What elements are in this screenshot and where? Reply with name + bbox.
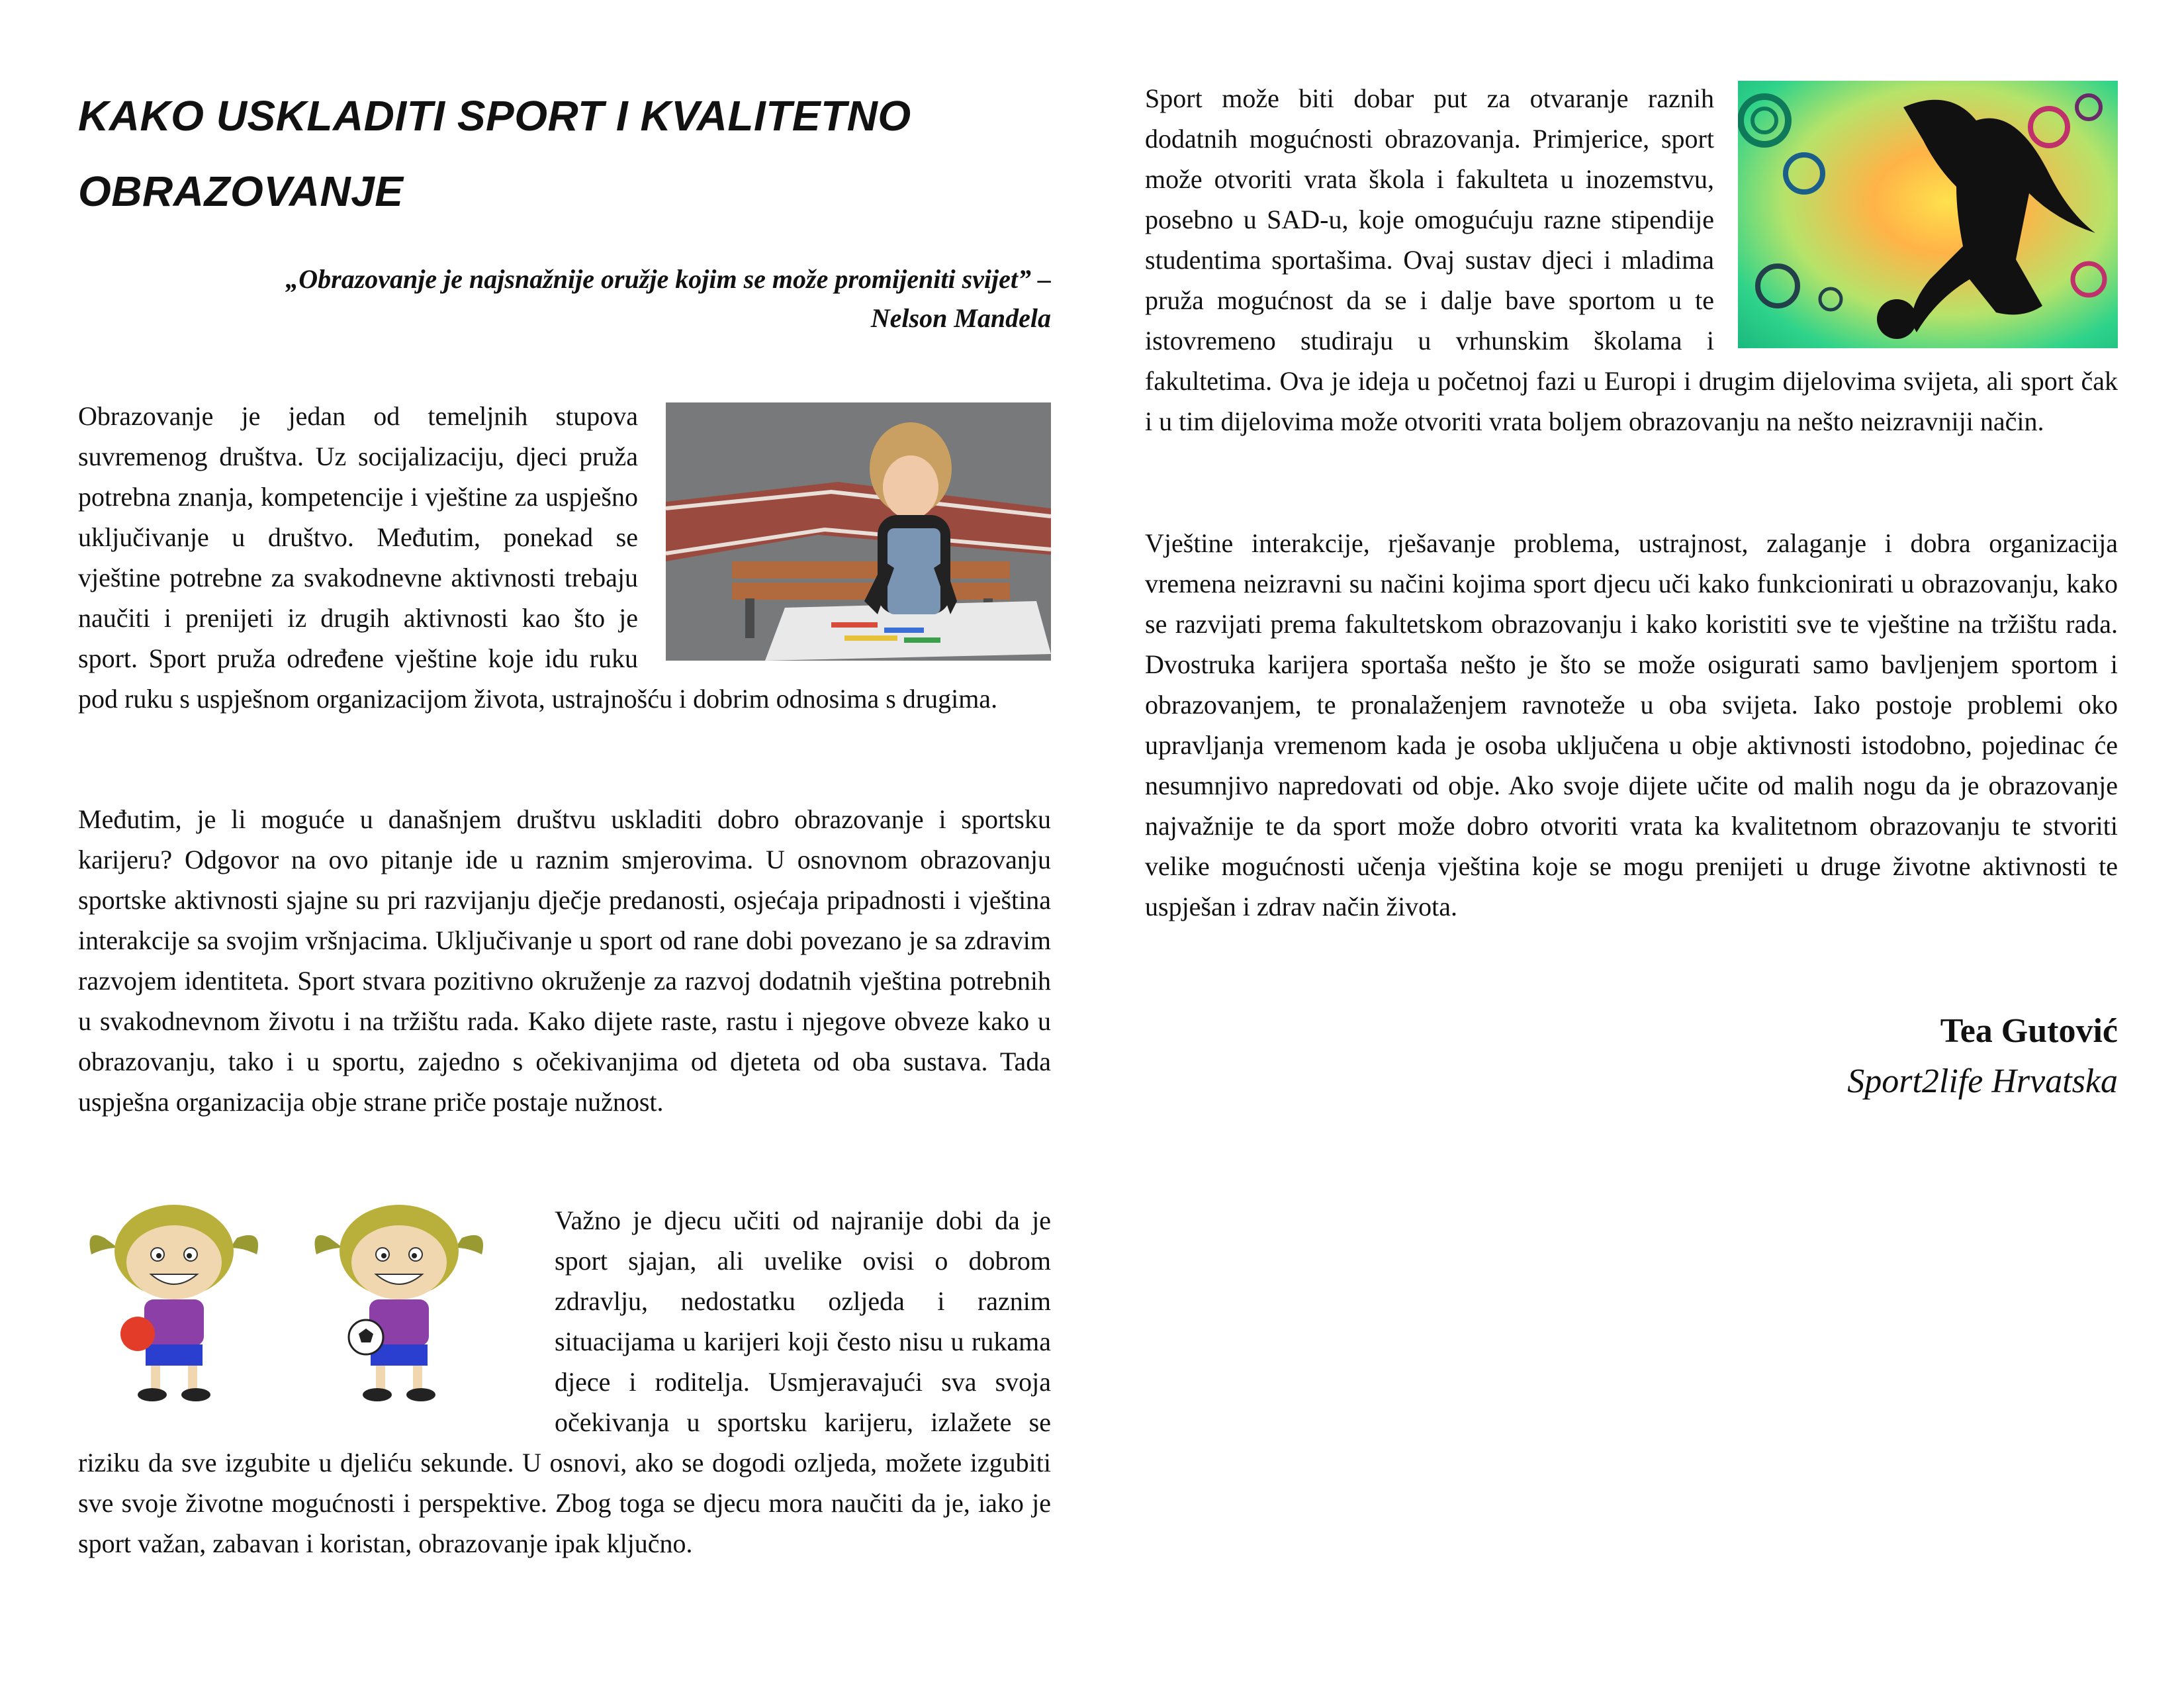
article-title [78, 78, 1051, 229]
paragraph-5-text: Vještine interakcije, rješavanje problema, ustrajnost, zalaganje i dobra organizacija vremena neizravni su načini kojima sport djecu uči kako funkcionirati u obrazovanju, kako se razvijati prema fakultetskom obrazovanju i kako koristiti sve te vještine na tržištu rada. Dvostruka karijera sportaša nešto je što se može osigurati samo bavljenjem sportom i obrazovanjem, te pronalaženjem ravnoteže u oba svijeta. Iako postoje problemi oko upravljanja vremenom kada je osoba uključena u obje aktivnosti istodobno, pojedinac će nesumnjivo napredovati od obje. Ako svoje dijete učite od malih nogu da je obrazovanje najvažnije te da sport može dobro otvoriti vrata ka kvalitetnom obrazovanju te stvoriti velike mogućnosti učenja vještina koje se mogu prenijeti u druge životne aktivnosti te uspješan i zdrav način života. [1145, 528, 2118, 921]
author-signature [1847, 1006, 2118, 1107]
title-line-1: KAKO USKLADITI SPORT I KVALITETNO [78, 92, 911, 140]
quote-text: „Obrazovanje je najsnažnije oružje kojim se može promijeniti svijet” – [285, 264, 1051, 294]
paragraph-1 [78, 396, 1051, 719]
paragraph-1-text: Obrazovanje je jedan od temeljnih stupova suvremenog društva. Uz socijalizaciju, djeci pruža potrebna znanja, kompetencije i vještine za uspješno uključivanje u društvo. Međutim, ponekad se vještine potrebne za svakodnevne aktivnosti trebaju naučiti i prenijeti iz drugih aktivnosti kao što je sport. Sport pruža određene vještine koje idu ruku pod ruku s uspješnom organizacijom života, ustrajnošću i dobrim odnosima s drugima. [78, 401, 998, 714]
quote [78, 259, 1051, 338]
child-drawing-photo [666, 402, 1051, 661]
paragraph-3-text: Važno je djecu učiti od najranije dobi da je sport sjajan, ali uvelike ovisi o dobrom zdravlju, nedostatku ozljeda i raznim situacijama u karijeri koji često nisu u rukama djece i roditelja. Usmjeravajući sva svoja očekivanja u sportsku karijeru, izlažete se riziku da sve izgubite u djeliću sekunde. U osnovi, ako se dogodi ozljeda, možete izgubiti sve svoje životne mogućnosti i perspektive. Zbog toga se djecu mora naučiti da je, iako je sport važan, zabavan i koristan, obrazovanje ipak ključno. [78, 1205, 1051, 1558]
paragraph-3 [78, 1200, 1051, 1564]
paragraph-2-text: Međutim, je li moguće u današnjem društvu uskladiti dobro obrazovanje i sportsku karijeru? Odgovor na ovo pitanje ide u raznim smjerovima. U osnovnom obrazovanju sportske aktivnosti sjajne su pri razvijanju dječje predanosti, osjećaja pripadnosti i vještina interakcije sa svojim vršnjacima. Uključivanje u sport od rane dobi povezano je sa zdravim razvojem identiteta. Sport stvara pozitivno okruženje za razvoj dodatnih vještina potrebnih u svakodnevnom životu i na tržištu rada. Kako dijete raste, rastu i njegove obveze kako u obrazovanju, tako i u sportu, zajedno s očekivanjima od djeteta od oba sustava. Tada uspješna organizacija obje strane priče postaje nužnost. [78, 804, 1051, 1117]
cartoon-girls-illustration [78, 1201, 535, 1407]
title-line-2: OBRAZOVANJE [78, 167, 404, 215]
paragraph-4 [1145, 78, 2118, 442]
quote-author: Nelson Mandela [870, 303, 1051, 333]
author-name: Tea Gutović [1940, 1012, 2118, 1050]
paragraph-4-text: Sport može biti dobar put za otvaranje raznih dodatnih mogućnosti obrazovanja. Primjerice, sport može otvoriti vrata škola i fakulteta u inozemstvu, posebno u SAD-u, koje omogućuju razne stipendije studentima sportašima. Ovaj sustav djeci i mladima pruža mogućnost da se i dalje bave sportom u te istovremeno studiraju u vrhunskim školama i fakultetima. Ova je ideja u početnoj fazi u Europi i drugim dijelovima svijeta, ali sport čak i u tim dijelovima može otvoriti vrata boljem obrazovanju na nešto neizravniji način. [1145, 83, 2118, 436]
author-organization: Sport2life Hrvatska [1847, 1062, 2118, 1100]
girl-silhouette-image [1738, 81, 2118, 348]
paragraph-5 [1145, 523, 2118, 927]
paragraph-2 [78, 799, 1051, 1122]
